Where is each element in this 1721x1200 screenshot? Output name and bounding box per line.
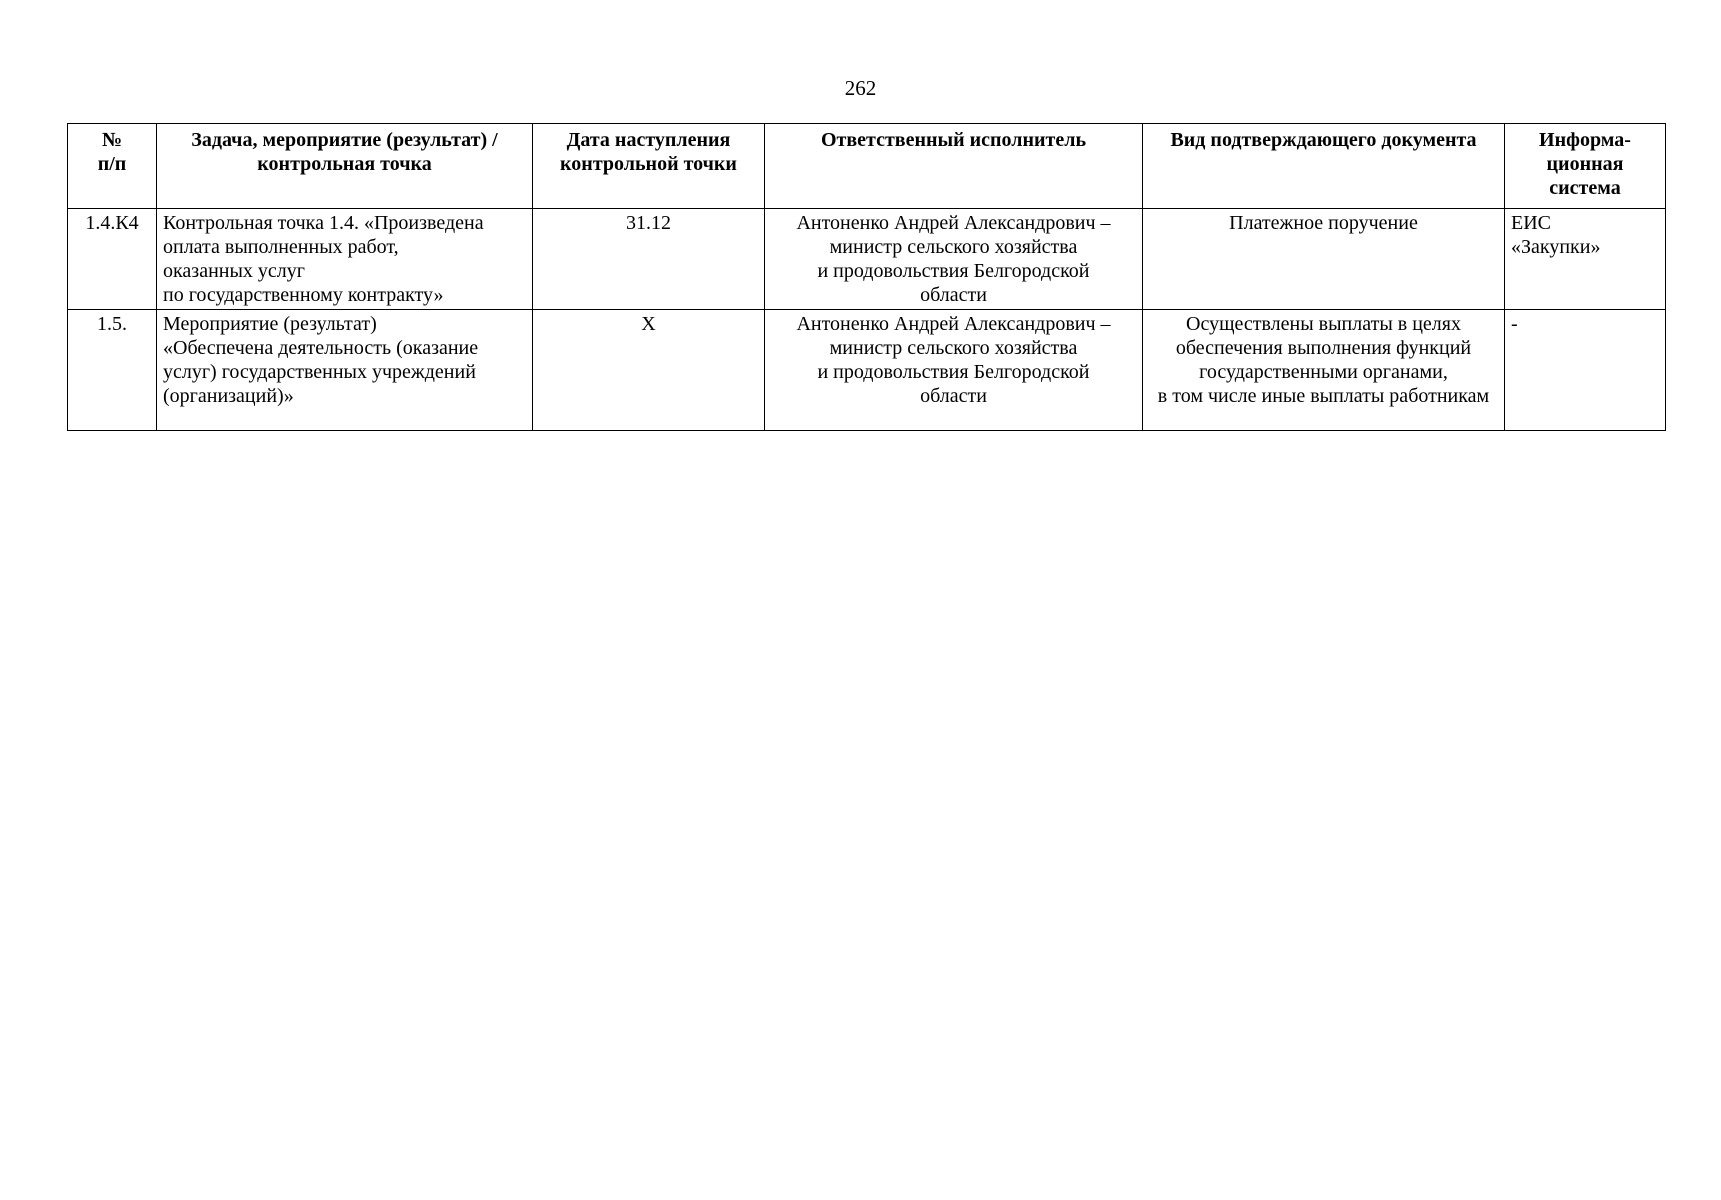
cell-executor: Антоненко Андрей Александрович – министр сельского хозяйства и продовольствия Белгородской области	[765, 310, 1143, 431]
header-date: Дата наступления контрольной точки	[533, 124, 765, 209]
cell-date: 31.12	[533, 209, 765, 310]
cell-number: 1.4.К4	[68, 209, 157, 310]
cell-date: Х	[533, 310, 765, 431]
table-row	[68, 310, 1666, 431]
table-header-row	[68, 124, 1666, 209]
cell-task: Контрольная точка 1.4. «Произведена оплата выполненных работ, оказанных услуг по государственному контракту»	[157, 209, 533, 310]
table-row	[68, 209, 1666, 310]
header-executor: Ответственный исполнитель	[765, 124, 1143, 209]
cell-executor: Антоненко Андрей Александрович – министр сельского хозяйства и продовольствия Белгородской области	[765, 209, 1143, 310]
cell-task: Мероприятие (результат) «Обеспечена деятельность (оказание услуг) государственных учреждений (организаций)»	[157, 310, 533, 431]
cell-system: ЕИС «Закупки»	[1505, 209, 1666, 310]
control-points-table	[67, 123, 1666, 431]
cell-document: Осуществлены выплаты в целях обеспечения выполнения функций государственными органами, в том числе иные выплаты работникам	[1143, 310, 1505, 431]
cell-system: -	[1505, 310, 1666, 431]
header-system: Информа- ционная система	[1505, 124, 1666, 209]
header-document: Вид подтверждающего документа	[1143, 124, 1505, 209]
header-number: № п/п	[68, 124, 157, 209]
cell-document: Платежное поручение	[1143, 209, 1505, 310]
cell-number: 1.5.	[68, 310, 157, 431]
header-task: Задача, мероприятие (результат) / контрольная точка	[157, 124, 533, 209]
page-number: 262	[844, 76, 877, 100]
